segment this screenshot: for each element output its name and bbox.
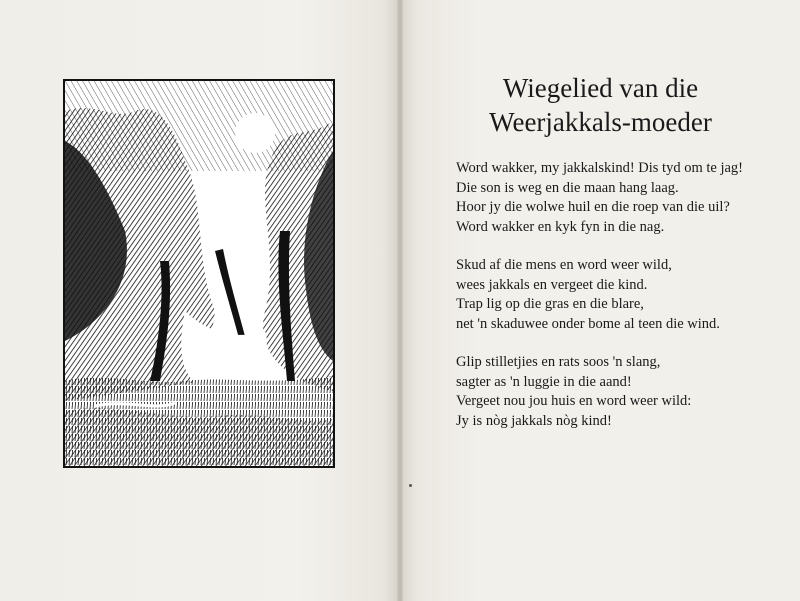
poem-line: Trap lig op die gras en die blare, [456, 296, 644, 312]
poem-line: sagter as 'n luggie in die aand! [456, 373, 632, 390]
poem-line: Vergeet nou jou huis en word weer wild: [456, 393, 692, 409]
poem-line: Word wakker en kyk fyn in die nag. [456, 218, 665, 235]
poem-title-line-2: Weerjakkals-moeder [489, 107, 712, 137]
poem-line: Glip stilletjies en rats soos 'n slang, [456, 354, 661, 370]
poem-line: Hoor jy die wolwe huil en die roep van die uil? [456, 199, 730, 215]
poem-title-line-1: Wiegelied van die [502, 73, 699, 103]
poem-line: Die son is weg en die maan hang laag. [456, 179, 679, 196]
moon-shape [235, 113, 275, 153]
poem-line: net 'n skaduwee onder bome al teen die wind. [456, 315, 720, 332]
stanza-2 [456, 256, 786, 334]
forest-ink-drawing [65, 81, 333, 466]
poem-line: wees jakkals en vergeet die kind. [456, 276, 648, 293]
poem-line: Skud af die mens en word weer wild, [456, 257, 672, 273]
forest-moon-illustration [63, 79, 335, 468]
poem-line: Word wakker, my jakkalskind! Dis tyd om te jag! [456, 160, 743, 176]
paper-speck [409, 484, 412, 487]
poem-line: Jy is nòg jakkals nòg kind! [456, 412, 612, 429]
poem-body [456, 159, 786, 450]
stanza-1 [456, 159, 786, 237]
stanza-3 [456, 353, 786, 431]
